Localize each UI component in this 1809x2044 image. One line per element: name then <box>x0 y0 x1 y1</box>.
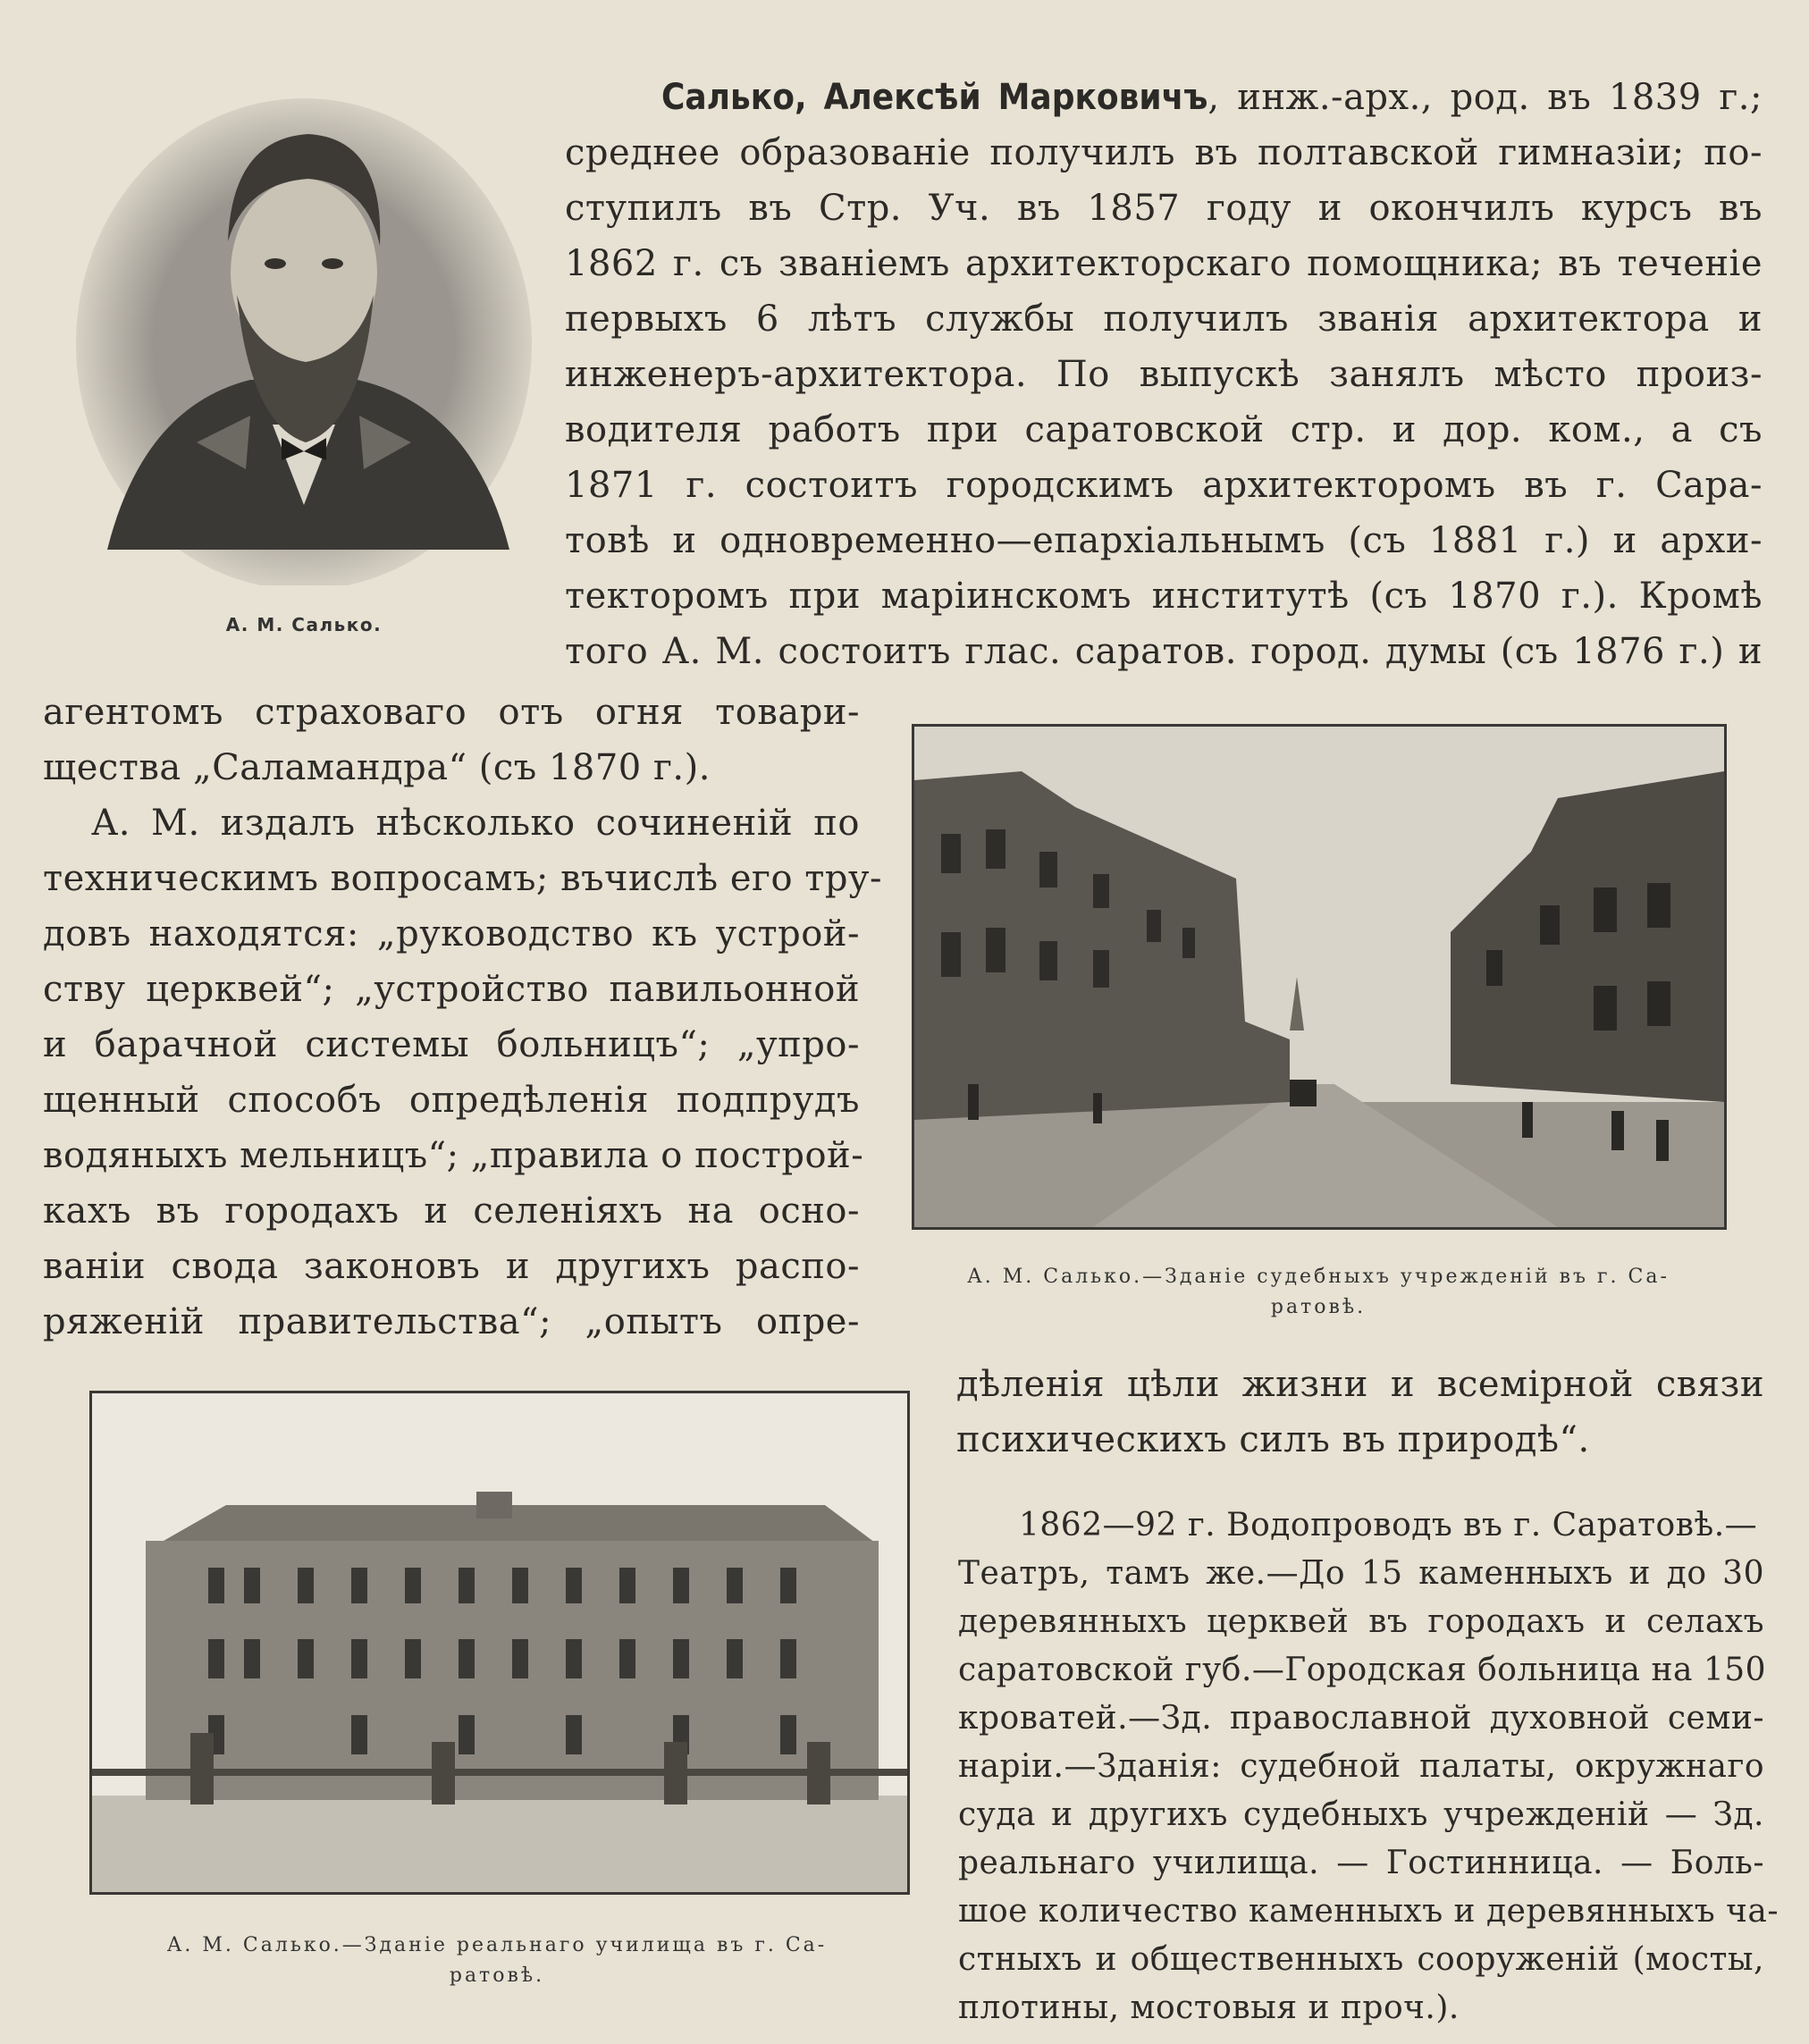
works-line: стныхъ и общественныхъ сооруженій (мосты, <box>958 1941 1764 1978</box>
works-line: кроватей.—Зд. православной духовной семи- <box>958 1700 1764 1737</box>
body-line: 1871 г. состоитъ городскимъ архитекторомъ въ г. Сара- <box>565 465 1763 506</box>
works-line: плотины, мостовыя и проч.). <box>958 1989 1460 2026</box>
body-line: ступилъ въ Стр. Уч. въ 1857 году и окончилъ курсъ въ <box>565 188 1763 229</box>
right-line: психическихъ силъ въ природѣ“. <box>956 1419 1590 1460</box>
street-photo-caption-line2: ратовѣ. <box>1270 1296 1367 1318</box>
left-line: щенный способъ опредѣленія подпрудъ <box>43 1080 860 1121</box>
left-line: ству церквей“; „устройство павильонной <box>43 969 860 1010</box>
left-line: и барачной системы больницъ“; „упро- <box>43 1024 860 1065</box>
street-photo <box>912 724 1727 1230</box>
portrait-caption: А. М. Салько. <box>225 614 383 635</box>
left-line: водяныхъ мельницъ“; „правила о построй- <box>43 1135 864 1176</box>
left-line: агентомъ страховаго отъ огня товари- <box>43 692 860 733</box>
works-line: 1862—92 г. Водопроводъ въ г. Саратовѣ.— <box>1019 1507 1758 1544</box>
body-line: товѣ и одновременно—епархіальнымъ (съ 1881 г.) и архи- <box>565 520 1763 561</box>
left-line: кахъ въ городахъ и селеніяхъ на осно- <box>43 1190 860 1232</box>
school-photo <box>89 1391 910 1895</box>
street-illustration <box>914 727 1724 1227</box>
portrait-illustration <box>72 85 536 585</box>
body-line: водителя работъ при саратовской стр. и дор. ком., а съ <box>565 409 1763 450</box>
school-photo-caption-line2: ратовѣ. <box>449 1964 545 1987</box>
works-line: суда и другихъ судебныхъ учрежденій — Зд. <box>958 1796 1764 1833</box>
left-line: ваніи свода законовъ и другихъ распо- <box>43 1246 860 1287</box>
subject-name: Салько, Алексѣй Марковичъ <box>661 77 1208 118</box>
works-line: наріи.—Зданія: судебной палаты, окружнаго <box>958 1748 1764 1785</box>
left-line: довъ находятся: „руководство къ устрой- <box>43 913 860 955</box>
left-line: техническимъ вопросамъ; въчислѣ его тру- <box>43 858 883 899</box>
right-line: дѣленія цѣли жизни и всемірной связи <box>956 1364 1764 1405</box>
intro-details: , инж.-арх., род. въ 1839 г.; <box>1207 77 1763 118</box>
school-photo-caption-line1: А. М. Салько.—Зданіе реальнаго училища въ г. Са- <box>166 1934 828 1956</box>
works-line: шое количество каменныхъ и деревянныхъ ча- <box>958 1893 1780 1930</box>
body-line: текторомъ при маріинскомъ институтѣ (съ 1870 г.). Кромѣ <box>565 576 1763 617</box>
works-line: реальнаго училища. — Гостинница. — Боль- <box>958 1845 1764 1881</box>
body-line: того А. М. состоитъ глас. саратов. город. думы (съ 1876 г.) и <box>565 631 1763 672</box>
body-line: 1862 г. съ званіемъ архитекторскаго помощника; въ теченіе <box>565 243 1763 284</box>
works-line: деревянныхъ церквей въ городахъ и селахъ <box>958 1603 1764 1640</box>
left-line: ряженій правительства“; „опытъ опре- <box>43 1301 860 1342</box>
street-photo-caption-line1: А. М. Салько.—Зданіе судебныхъ учрежденій въ г. Са- <box>967 1266 1670 1288</box>
left-line: щества „Саламандра“ (съ 1870 г.). <box>43 747 711 788</box>
works-line: Театръ, тамъ же.—До 15 каменныхъ и до 30 <box>958 1555 1764 1592</box>
body-line: инженеръ-архитектора. По выпускѣ занялъ мѣсто произ- <box>565 354 1763 395</box>
intro-line <box>661 70 1763 125</box>
body-line: среднее образованіе получилъ въ полтавской гимназіи; по- <box>565 132 1763 173</box>
school-illustration <box>92 1393 907 1892</box>
portrait-photo <box>72 85 536 585</box>
left-line: А. М. издалъ нѣсколько сочиненій по <box>91 803 860 844</box>
works-line: саратовской губ.—Городская больница на 150 <box>958 1652 1767 1688</box>
body-line: первыхъ 6 лѣтъ службы получилъ званія архитектора и <box>565 299 1763 340</box>
